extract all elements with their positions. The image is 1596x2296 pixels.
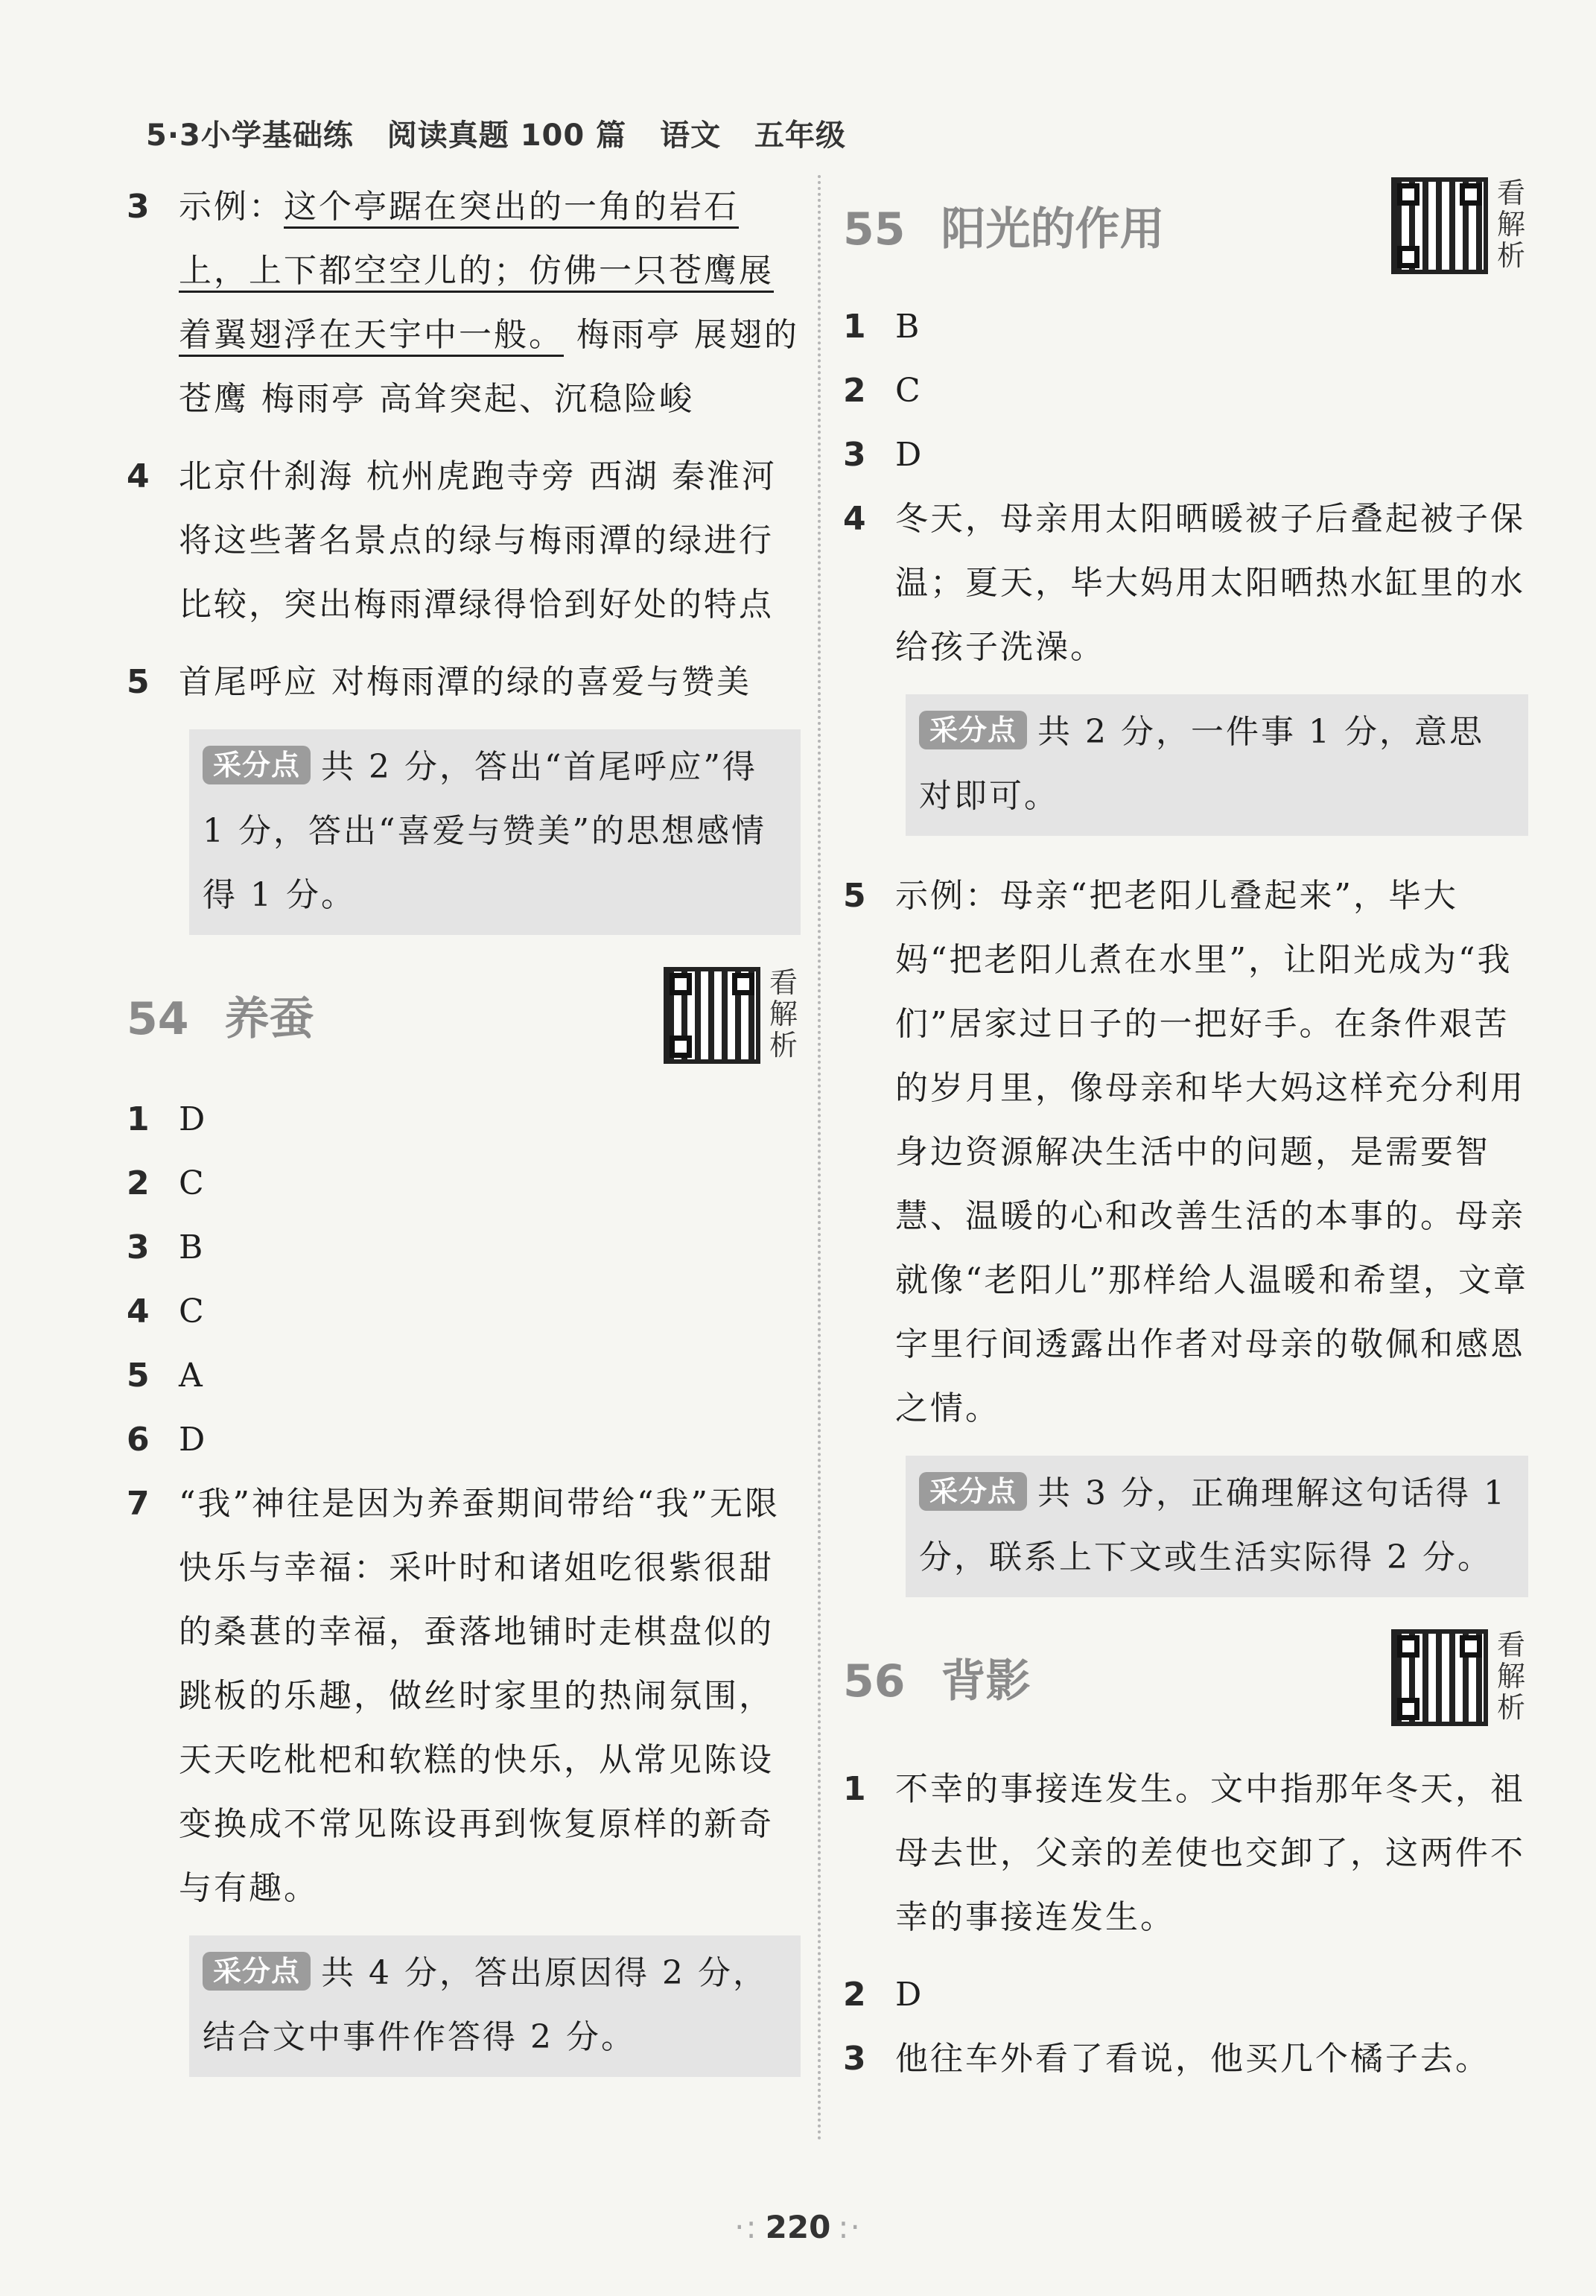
answer-text: 北京什刹海 杭州虎跑寺旁 西湖 秦淮河 将这些著名景点的绿与梅雨潭的绿进行比较，突出梅雨潭绿得恰到好处的特点	[179, 457, 777, 624]
answer-item	[843, 359, 1528, 423]
section-title	[127, 983, 314, 1047]
column-divider	[818, 175, 821, 2142]
answer-number: 2	[843, 1976, 866, 2014]
section-name: 养蚕	[224, 992, 314, 1045]
scoring-text: 共 3 分，正确理解这句话得 1 分，联系上下文或生活实际得 2 分。	[919, 1474, 1507, 1576]
scoring-note	[906, 694, 1528, 836]
section-title	[843, 1646, 1031, 1710]
section-number: 55	[843, 203, 906, 256]
answer-item	[127, 1152, 801, 1216]
answer-number: 5	[127, 1357, 150, 1395]
answer-number: 4	[843, 500, 866, 538]
answer-rest: 梅雨亭 展翅的苍鹰 梅雨亭 高耸突起、沉稳险峻	[179, 316, 799, 418]
section-header-56	[843, 1627, 1528, 1728]
qr-label: 看解析	[1496, 1628, 1525, 1724]
answer-text: “我”神往是因为养蚕期间带给“我”无限快乐与幸福：采叶时和诸姐吃很紫很甜的桑葚的幸福，蚕落地铺时走棋盘似的跳板的乐趣，做丝时家里的热闹氛围，天天吃枇杷和软糕的快乐，从常见陈设变换成不常见陈设再到恢复原样的新奇与有趣。	[179, 1485, 780, 1907]
section-header-55	[843, 175, 1528, 276]
answer-item	[843, 1757, 1528, 1950]
scoring-tag: 采分点	[203, 1952, 311, 1991]
answer-number: 7	[127, 1485, 150, 1523]
qr-label: 看解析	[1496, 176, 1525, 272]
scoring-text: 共 2 分，一件事 1 分，意思对即可。	[919, 713, 1484, 815]
qr-label: 看解析	[769, 965, 798, 1062]
answer-item	[843, 1963, 1528, 2027]
section-header-54	[127, 965, 801, 1065]
answer-item	[843, 864, 1528, 1441]
page-number-value: 220	[765, 2209, 831, 2245]
answer-choice: D	[895, 1976, 922, 2014]
answer-number: 4	[127, 1293, 150, 1331]
underlined-quote: 这个亭踞在突出的一角的岩石上，上下都空空儿的；仿佛一只苍鹰展着翼翅浮在天宇中一般。	[179, 188, 774, 354]
answer-number: 5	[843, 877, 866, 915]
answer-choice: A	[179, 1357, 203, 1395]
qr-block[interactable]	[664, 967, 801, 1064]
scoring-tag: 采分点	[919, 1472, 1027, 1511]
scoring-note	[906, 1456, 1528, 1597]
answer-text: 冬天，母亲用太阳晒暖被子后叠起被子保温；夏天，毕大妈用太阳晒热水缸里的水给孩子洗澡。	[895, 500, 1525, 666]
section-number: 56	[843, 1655, 906, 1707]
section-number: 54	[127, 992, 189, 1045]
answer-choice: C	[179, 1293, 204, 1331]
scoring-tag: 采分点	[203, 746, 311, 784]
answer-number: 3	[127, 1228, 150, 1266]
answer-number: 2	[127, 1164, 150, 1202]
answer-number: 3	[843, 2040, 866, 2078]
answer-choice: C	[895, 372, 921, 410]
answer-item	[127, 1216, 801, 1280]
answer-item	[127, 1088, 801, 1152]
page-number-ornament-right: :·	[838, 2209, 862, 2245]
qr-code-icon[interactable]	[1391, 1629, 1488, 1726]
answer-number: 5	[127, 663, 150, 701]
page-number-ornament-left: ·:	[734, 2209, 758, 2245]
section-title	[843, 194, 1165, 258]
answer-item	[843, 423, 1528, 487]
header-subject: 语文	[660, 118, 722, 153]
right-column	[843, 175, 1528, 2105]
answer-item	[843, 2027, 1528, 2091]
answer-number: 1	[127, 1100, 150, 1138]
answer-number: 1	[843, 308, 866, 346]
section-name: 背影	[941, 1655, 1031, 1707]
answer-choice: D	[179, 1421, 206, 1459]
header-series: 阅读真题 100 篇	[387, 118, 627, 153]
answer-prefix: 示例：	[179, 188, 284, 226]
answer-text	[179, 175, 801, 431]
answer-item	[127, 175, 801, 431]
answer-item	[127, 1280, 801, 1344]
qr-block[interactable]	[1391, 177, 1528, 274]
answer-item	[843, 487, 1528, 679]
answer-choice: C	[179, 1164, 204, 1202]
answer-number: 2	[843, 372, 866, 410]
header-brand: 5·3小学基础练	[146, 118, 354, 153]
answer-item	[127, 445, 801, 637]
answer-number: 4	[127, 457, 150, 495]
answer-item	[127, 1408, 801, 1472]
scoring-note	[189, 1935, 801, 2077]
answer-text: 首尾呼应 对梅雨潭的绿的喜爱与赞美	[179, 663, 751, 701]
scoring-note	[189, 729, 801, 935]
answer-number: 1	[843, 1770, 866, 1808]
scoring-text: 共 4 分，答出原因得 2 分，结合文中事件作答得 2 分。	[203, 1954, 768, 2056]
answer-choice: D	[895, 436, 922, 474]
qr-block[interactable]	[1391, 1629, 1528, 1726]
answer-list	[843, 295, 1528, 487]
scoring-tag: 采分点	[919, 711, 1027, 749]
page-number	[0, 2209, 1596, 2245]
answer-number: 3	[843, 436, 866, 474]
answer-choice: B	[895, 308, 920, 346]
answer-list	[127, 1088, 801, 1472]
section-name: 阳光的作用	[941, 203, 1165, 256]
answer-item	[843, 295, 1528, 359]
answer-item	[127, 1472, 801, 1921]
left-column	[127, 175, 801, 2105]
answer-choice: D	[179, 1100, 206, 1138]
qr-code-icon[interactable]	[1391, 177, 1488, 274]
answer-choice: B	[179, 1228, 203, 1266]
page-header	[146, 112, 868, 154]
answer-text: 不幸的事接连发生。文中指那年冬天，祖母去世，父亲的差使也交卸了，这两件不幸的事接连发生。	[895, 1770, 1525, 1936]
answer-item	[127, 650, 801, 714]
answer-item	[127, 1344, 801, 1408]
answer-text: 示例：母亲“把老阳儿叠起来”，毕大妈“把老阳儿煮在水里”，让阳光成为“我们”居家过日子的一把好手。在条件艰苦的岁月里，像母亲和毕大妈这样充分利用身边资源解决生活中的问题，是需要智慧、温暖的心和改善生活的本事的。母亲就像“老阳儿”那样给人温暖和希望，文章字里行间透露出作者对母亲的敬佩和感恩之情。	[895, 877, 1528, 1427]
scoring-text: 共 2 分，答出“首尾呼应”得 1 分，答出“喜爱与赞美”的思想感情得 1 分。	[203, 748, 766, 914]
answer-number: 3	[127, 188, 150, 226]
answer-number: 6	[127, 1421, 150, 1459]
qr-code-icon[interactable]	[664, 967, 760, 1064]
header-grade: 五年级	[754, 118, 847, 153]
answer-text: 他往车外看了看说，他买几个橘子去。	[895, 2040, 1490, 2078]
